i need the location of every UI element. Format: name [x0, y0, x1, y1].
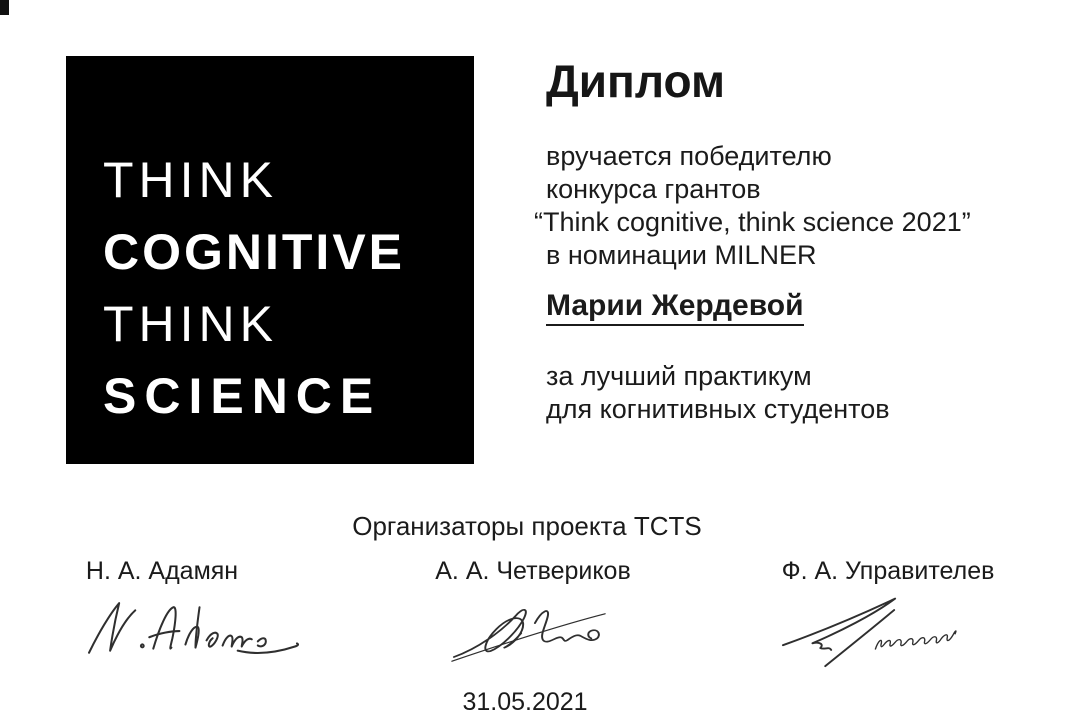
signature-chetverikov-icon	[450, 596, 608, 668]
reason-line: за лучший практикум	[546, 361, 812, 391]
signature-adamyan-icon	[86, 599, 302, 661]
intro-line: вручается победителю	[546, 141, 832, 171]
award-reason	[546, 360, 890, 426]
logo-line-think-2: THINK	[103, 296, 278, 352]
intro-line: конкурса грантов	[546, 174, 761, 204]
logo-line-cognitive: COGNITIVE	[103, 224, 406, 280]
signatory-name-adamyan: Н. А. Адамян	[85, 557, 239, 585]
signatory-name-chetverikov: А. А. Четвериков	[435, 557, 631, 585]
signature-chetverikov	[450, 596, 608, 668]
logo-line-think-1: THINK	[103, 152, 278, 208]
intro-line-nomination: в номинации MILNER	[546, 240, 817, 270]
diploma-date: 31.05.2021	[462, 688, 588, 716]
tcts-logo	[66, 56, 474, 464]
signatory-name-upravitelev: Ф. А. Управителев	[781, 557, 995, 585]
signature-upravitelev	[780, 592, 962, 668]
organizers-heading: Организаторы проекта TCTS	[352, 511, 702, 541]
intro-line-contest-name: “Think cognitive, think science 2021”	[534, 207, 971, 237]
signature-upravitelev-icon	[780, 592, 962, 668]
diploma-title: Диплом	[546, 55, 725, 107]
reason-line: для когнитивных студентов	[546, 394, 890, 424]
corner-mark	[0, 0, 9, 15]
recipient-name: Марии Жердевой	[546, 291, 804, 326]
award-intro	[534, 140, 971, 272]
logo-line-science: SCIENCE	[103, 368, 382, 424]
signature-adamyan	[86, 599, 302, 661]
